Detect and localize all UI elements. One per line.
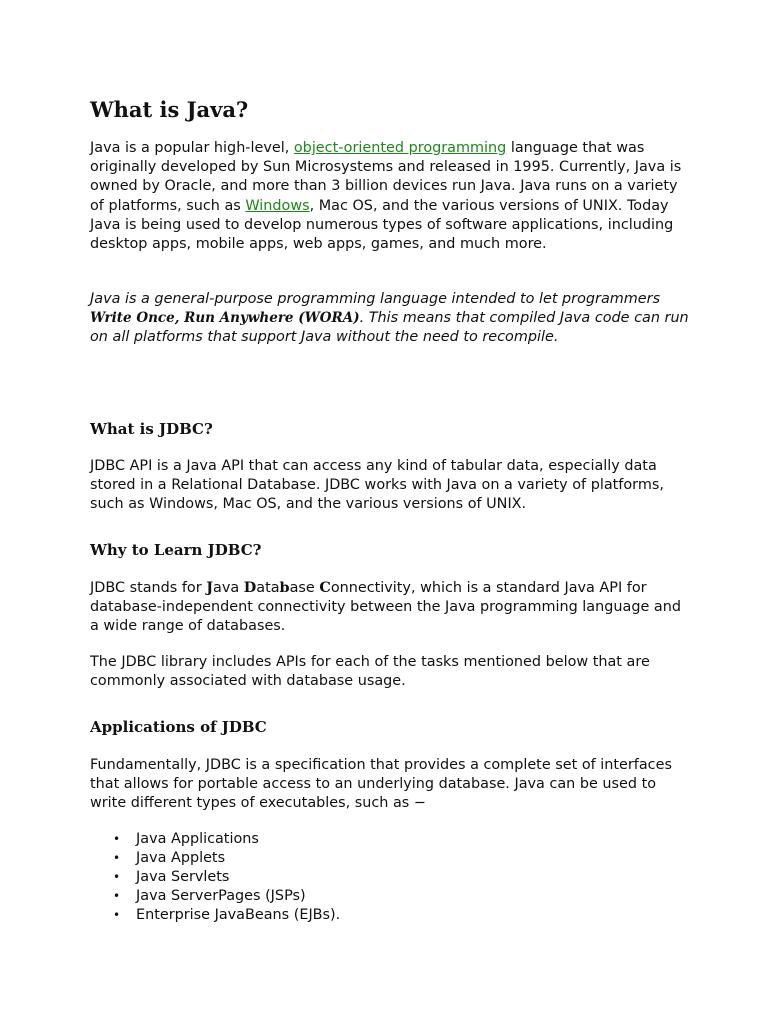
wora-emphasis: Write Once, Run Anywhere (WORA) bbox=[90, 310, 360, 327]
java-intro-text-3: , Mac OS, and the various versions of UNIX. Today Java is being used to develop numerous types of software applications, including desktop apps, mobile apps, web apps, games, and much more. bbox=[90, 197, 674, 253]
bullet-icon: • bbox=[113, 832, 121, 846]
jdbc-heading: What is JDBC? bbox=[90, 420, 213, 438]
java-wora-text-1: Java is a general-purpose programming language intended to let programmers bbox=[90, 291, 661, 307]
acronym-letter-j: J bbox=[206, 579, 214, 596]
executables-list bbox=[110, 830, 340, 925]
acronym-text-ava: ava bbox=[213, 580, 244, 596]
acronym-text-1: JDBC stands for bbox=[90, 580, 207, 596]
oop-link[interactable]: object-oriented programming bbox=[293, 140, 507, 156]
why-learn-heading: Why to Learn JDBC? bbox=[90, 541, 262, 559]
bullet-icon: • bbox=[113, 870, 121, 884]
acronym-text-ase: ase bbox=[289, 580, 320, 596]
bullet-icon: • bbox=[113, 908, 121, 922]
jdbc-paragraph: JDBC API is a Java API that can access any kind of tabular data, especially data stored in a Relational Database. JDBC works with Java on a variety of platforms, such as Windows, Mac OS, and the various versions of UNIX. bbox=[90, 458, 664, 513]
applications-heading: Applications of JDBC bbox=[90, 718, 267, 736]
acronym-letter-b: b bbox=[279, 579, 290, 596]
java-intro-text-2: language that was originally developed by Sun Microsystems and released in 1995. Currently, Java is owned by Oracle, and more than 3 billion devices run Java. Java runs on a variety of platforms, such as bbox=[90, 140, 682, 214]
acronym-letter-c: C bbox=[319, 579, 331, 596]
list-item-label: Java Applications bbox=[136, 831, 259, 847]
page-title: What is Java? bbox=[90, 97, 249, 122]
java-intro-text-1: Java is a popular high-level, bbox=[90, 140, 294, 156]
java-wora-text-2: . This means that compiled Java code can run on all platforms that support Java without the need to recompile. bbox=[90, 310, 689, 346]
list-item bbox=[110, 868, 340, 887]
java-wora-paragraph bbox=[90, 290, 690, 348]
java-intro-paragraph bbox=[90, 139, 690, 254]
list-item-label: Java Servlets bbox=[136, 869, 230, 885]
list-item-label: Enterprise JavaBeans (EJBs). bbox=[136, 907, 341, 923]
list-item-label: Java ServerPages (JSPs) bbox=[136, 888, 306, 904]
acronym-text-ata: ata bbox=[256, 580, 280, 596]
list-item bbox=[110, 887, 340, 906]
applications-paragraph: Fundamentally, JDBC is a specification that provides a complete set of interfaces that allows for portable access to an underlying database. Java can be used to write different types of executables, such as − bbox=[90, 757, 672, 812]
windows-link[interactable]: Windows bbox=[245, 197, 310, 214]
list-item bbox=[110, 906, 340, 925]
acronym-text-rest: onnectivity, which is a standard Java API for database-independent connectivity between the Java programming language and a wide range of databases. bbox=[90, 580, 681, 635]
bullet-icon: • bbox=[113, 851, 121, 865]
list-item bbox=[110, 849, 340, 868]
jdbc-acronym-paragraph bbox=[90, 578, 690, 637]
bullet-icon: • bbox=[113, 889, 121, 903]
acronym-letter-d: D bbox=[243, 579, 257, 596]
list-item-label: Java Applets bbox=[136, 850, 226, 866]
jdbc-library-paragraph: The JDBC library includes APIs for each of the tasks mentioned below that are commonly associated with database usage. bbox=[90, 654, 650, 690]
list-item bbox=[110, 830, 340, 849]
